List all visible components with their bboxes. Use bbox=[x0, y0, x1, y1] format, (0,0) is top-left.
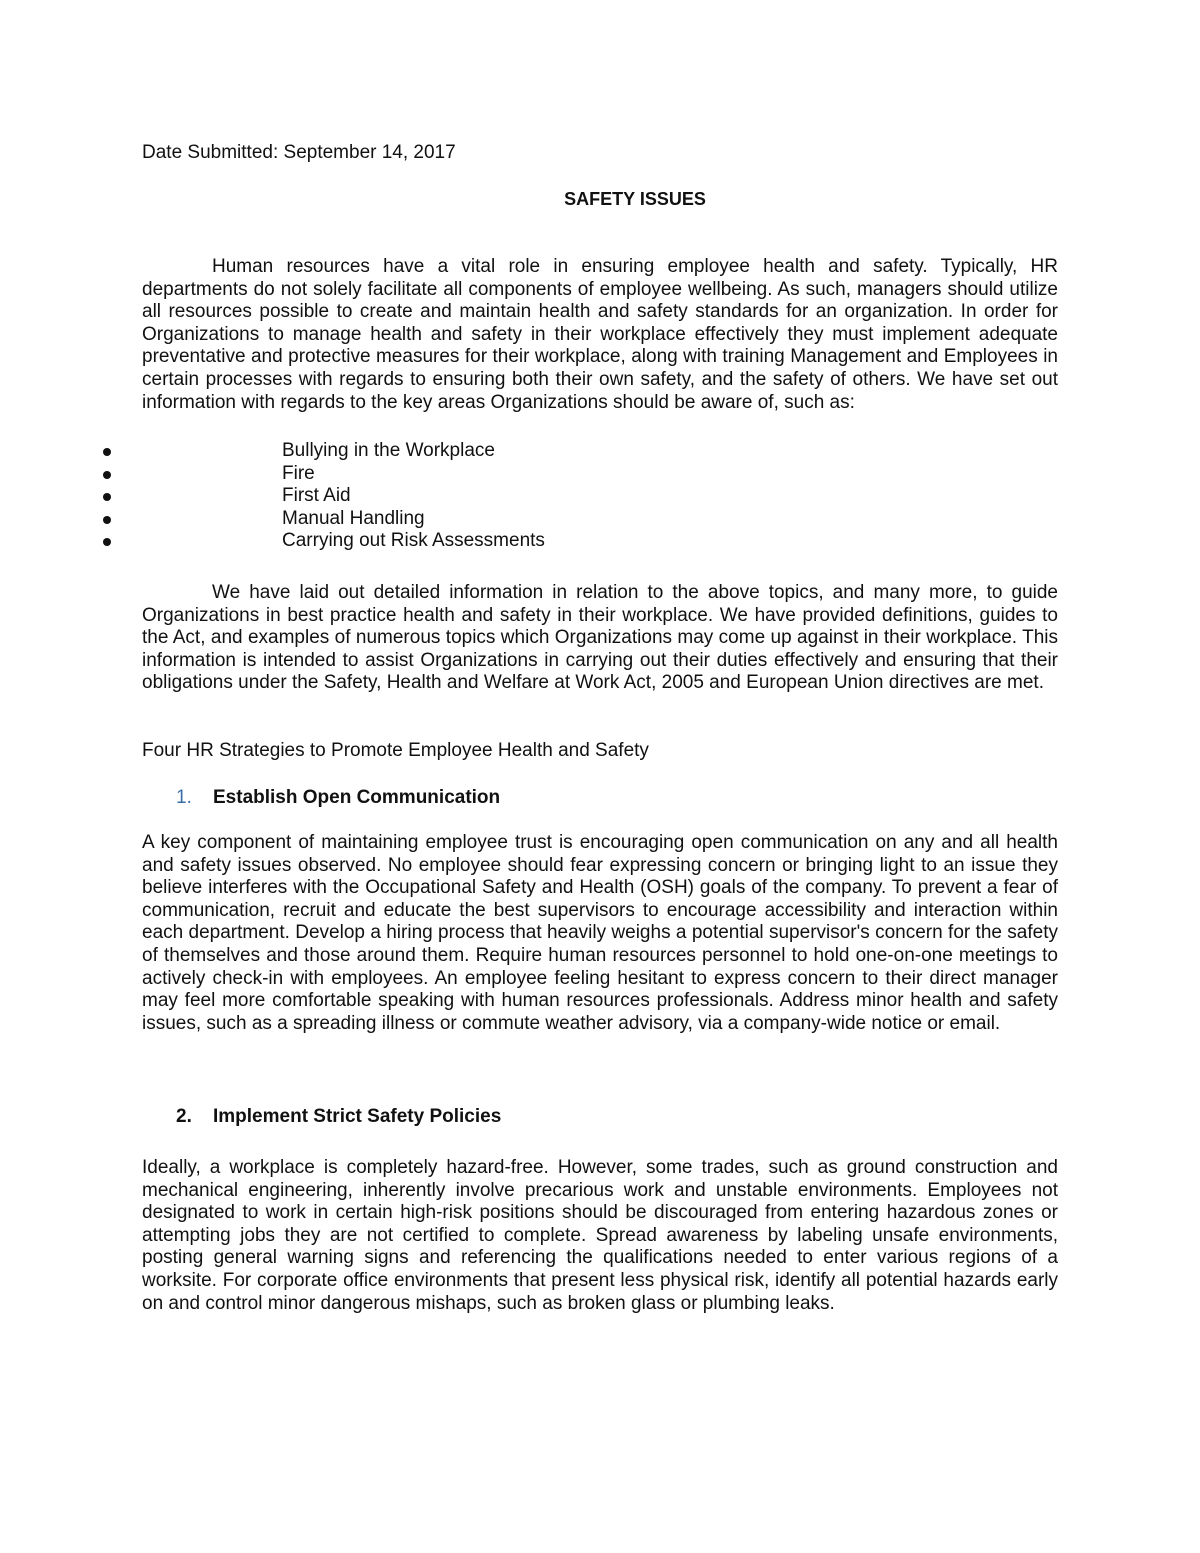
list-item bbox=[0, 463, 700, 486]
section-title: Establish Open Communication bbox=[213, 787, 501, 808]
list-item-text: Fire bbox=[282, 462, 315, 484]
section-1-body: A key component of maintaining employee trust is encouraging open communication on any and all health and safety issues observed. No employee should fear expressing concern or bringing light to an issue they believe interferes with the Occupational Safety and Health (OSH) goals of the company. To prevent a fear of communication, recruit and educate the best supervisors to encourage accessibility and interaction within each department. Develop a hiring process that heavily weighs a potential supervisor's concern for the safety of themselves and those around them. Require human resources personnel to hold one-on-one meetings to actively check-in with employees. An employee feeling hesitant to express concern to their direct manager may feel more comfortable speaking with human resources professionals. Address minor health and safety issues, such as a spreading illness or commute weather advisory, via a company-wide notice or email. bbox=[142, 832, 1058, 1034]
list-item bbox=[0, 508, 700, 531]
list-item-text: Manual Handling bbox=[282, 507, 425, 529]
list-item bbox=[0, 485, 700, 508]
list-item-text: Carrying out Risk Assessments bbox=[282, 530, 545, 552]
section-2-body: Ideally, a workplace is completely hazard-free. However, some trades, such as ground construction and mechanical engineering, inherently involve precarious work and unstable environments. Employees not designated to work in certain high-risk positions should be discouraged from entering hazardous zones or attempting jobs they are not certified to complete. Spread awareness by labeling unsafe environments, posting general warning signs and referencing the qualifications needed to enter various regions of a worksite. For corporate office environments that present less physical risk, identify all potential hazards early on and control minor dangerous mishaps, such as broken glass or plumbing leaks. bbox=[142, 1157, 1058, 1314]
strategies-intro: Four HR Strategies to Promote Employee Health and Safety bbox=[142, 740, 649, 761]
bullet-icon bbox=[103, 471, 111, 479]
second-paragraph: We have laid out detailed information in relation to the above topics, and many more, to guide Organizations in best practice health and safety in their workplace. We have provided definitions, guides to the Act, and examples of numerous topics which Organizations may come up against in their workplace. This information is intended to assist Organizations in carrying out their duties effectively and ensuring that their obligations under the Safety, Health and Welfare at Work Act, 2005 and European Union directives are met. bbox=[142, 582, 1058, 694]
bullet-icon bbox=[103, 516, 111, 524]
bullet-icon bbox=[103, 493, 111, 501]
list-item-text: First Aid bbox=[282, 485, 351, 507]
bullet-icon bbox=[103, 538, 111, 546]
bullet-icon bbox=[103, 448, 111, 456]
date-submitted: Date Submitted: September 14, 2017 bbox=[142, 142, 456, 163]
list-item bbox=[0, 440, 700, 463]
section-number: 1. bbox=[176, 787, 192, 808]
page-title: SAFETY ISSUES bbox=[564, 189, 706, 209]
section-number: 2. bbox=[176, 1106, 192, 1127]
list-item bbox=[0, 530, 700, 553]
key-areas-list bbox=[0, 440, 700, 553]
intro-paragraph: Human resources have a vital role in ensuring employee health and safety. Typically, HR departments do not solely facilitate all components of employee wellbeing. As such, managers should utilize all resources possible to create and maintain health and safety standards for an organization. In order for Organizations to manage health and safety in their workplace effectively they must implement adequate preventative and protective measures for their workplace, along with training Management and Employees in certain processes with regards to ensuring both their own safety, and the safety of others. We have set out information with regards to the key areas Organizations should be aware of, such as: bbox=[142, 256, 1058, 413]
section-title: Implement Strict Safety Policies bbox=[213, 1106, 502, 1127]
list-item-text: Bullying in the Workplace bbox=[282, 440, 495, 461]
